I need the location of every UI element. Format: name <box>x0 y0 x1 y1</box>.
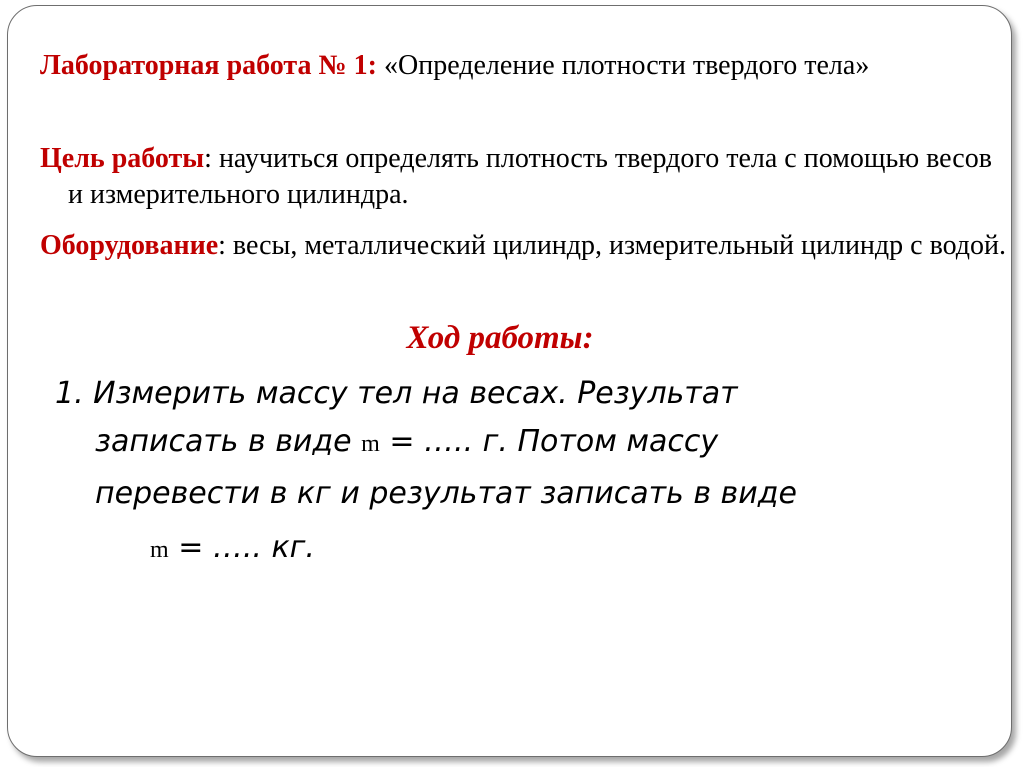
goal-text: : научиться определять плотность твердого тела с помощью весов и измерительного цилиндра. <box>68 143 992 210</box>
lab-title <box>40 48 1008 84</box>
mass-symbol: m <box>361 431 380 457</box>
step-1-line-2-b: = ….. г. Потом массу <box>379 424 719 459</box>
equipment-label: Оборудование <box>40 230 219 261</box>
goal-paragraph <box>40 141 1008 213</box>
lab-title-label: Лабораторная работа № 1: <box>40 50 377 81</box>
step-1-line-2-a: записать в виде <box>95 424 362 459</box>
step-1-line-4-b: = ….. кг. <box>168 530 315 565</box>
procedure-heading: Ход работы: <box>406 320 594 356</box>
step-1-line-1: 1. Измерить массу тел на весах. Результат <box>55 376 738 411</box>
equipment-paragraph <box>40 228 1008 264</box>
step-1-line-3: перевести в кг и результат записать в виде <box>95 476 797 511</box>
equipment-text: : весы, металлический цилиндр, измерительный цилиндр с водой. <box>218 230 1007 261</box>
lab-title-text: «Определение плотности твердого тела» <box>376 50 870 81</box>
mass-symbol-kg: m <box>150 537 169 563</box>
step-1-line-4 <box>150 530 315 565</box>
goal-label: Цель работы <box>40 143 205 174</box>
step-1-line-2 <box>95 424 718 459</box>
